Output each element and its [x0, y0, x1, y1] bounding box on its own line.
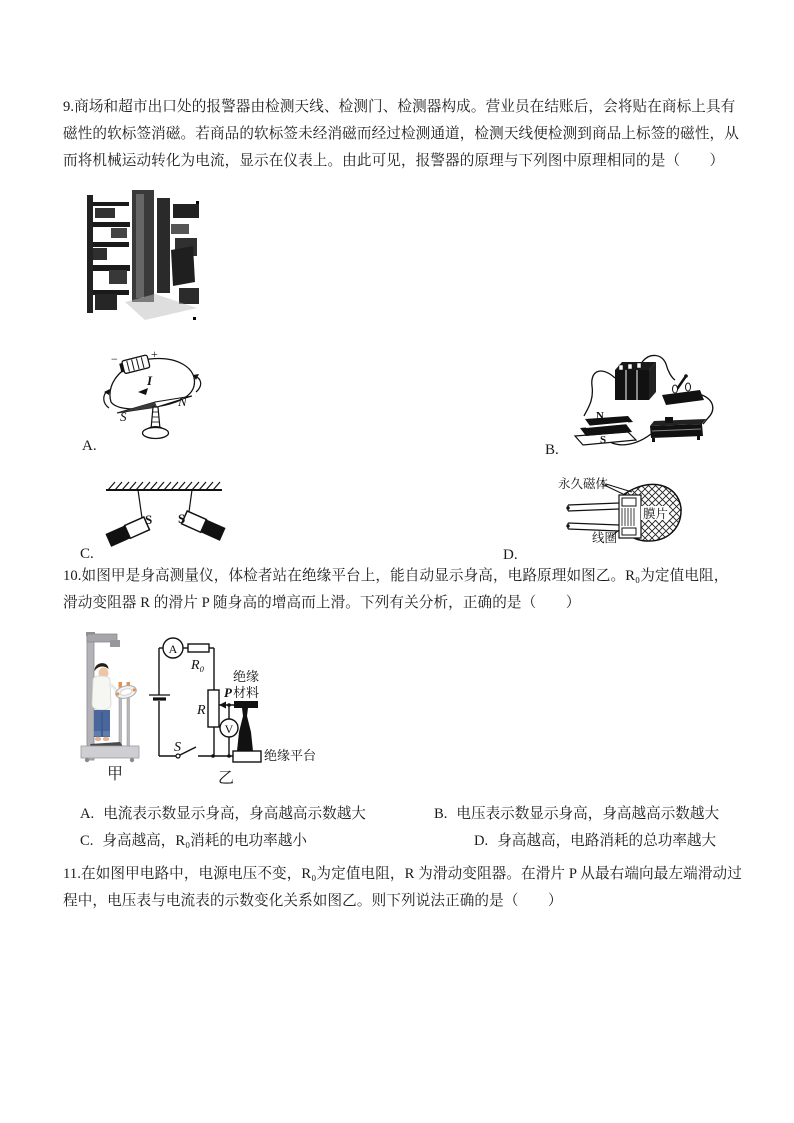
q10-option-c-label: C.	[80, 833, 94, 849]
q9-supermarket-photo	[85, 190, 200, 323]
diaphragm-label: 膜片	[643, 507, 669, 521]
q10-line-2: 滑动变阻器 R 的滑片 P 随身高的增高而上滑。下列有关分析，正确的是（ ）	[63, 595, 581, 611]
left-magnet-south-label: S	[145, 512, 153, 527]
switch-label: S	[174, 740, 181, 755]
q10-option-a-label: A.	[80, 806, 95, 822]
ammeter-label: A	[168, 642, 178, 656]
battery-minus-label: −	[111, 352, 118, 366]
q9-option-b-label: B.	[545, 442, 559, 458]
needle-south-label: S	[120, 409, 127, 424]
q10-option-d	[474, 831, 716, 851]
q9-option-a-label: A.	[82, 438, 97, 454]
q10-option-a-text: 电流表示数显示身高，身高越高示数越大	[103, 806, 366, 822]
battery-plus-label: +	[151, 348, 158, 361]
q10-caption-jia: 甲	[107, 766, 124, 783]
q9-line-2: 磁性的软标签消磁。若商品的软标签未经消磁而经过检测通道，检测天线便检测到商品上标签的磁性，从	[63, 126, 739, 142]
q10-option-b-text: 电压表示数显示身高，身高越高示数越大	[456, 806, 720, 822]
q9-option-c-label: C.	[80, 546, 94, 562]
q9-figure-b-conductor-in-field-experiment	[562, 348, 717, 453]
q10-option-b	[434, 804, 719, 824]
q10-option-d-label: D.	[474, 833, 489, 849]
current-label: I	[147, 373, 153, 388]
r0-label: R₀	[191, 658, 205, 673]
q10-line-1: 10.如图甲是身高测量仪，体检者站在绝缘平台上，能自动显示身高，电路原理如图乙。R₀为定值电阻，	[63, 568, 729, 584]
q10-figure-jia-height-meter-photo	[80, 632, 142, 764]
coil-label: 线圈	[592, 531, 618, 545]
needle-north-label: N	[178, 394, 187, 409]
question-9-text	[63, 94, 739, 175]
insulating-material-label-1: 绝缘	[233, 669, 260, 684]
insulating-platform-label: 绝缘平台	[264, 748, 317, 763]
insulating-material-label-2: 材料	[233, 685, 260, 700]
q11-line-1: 11.在如图甲电路中，电源电压不变，R₀为定值电阻，R 为滑动变阻器。在滑片 P 从最右端向最左端滑动过	[63, 866, 742, 882]
right-magnet-south-label: S	[178, 511, 186, 526]
question-11-text	[63, 861, 742, 915]
q9-figure-a-oersted-experiment	[95, 348, 215, 443]
magnet-south-label: S	[600, 434, 607, 446]
q11-line-2: 程中，电压表与电流表的示数变化关系如图乙。则下列说法正确的是（ ）	[63, 893, 563, 909]
slider-p-label: P	[224, 685, 232, 700]
q10-figure-yi-circuit-diagram	[145, 633, 345, 768]
q9-line-1: 9.商场和超市出口处的报警器由检测天线、检测门、检测器构成。营业员在结账后，会将贴在商标上具有	[63, 99, 736, 115]
magnet-north-label: N	[596, 410, 604, 422]
q10-option-a	[80, 804, 366, 824]
question-10-text	[63, 563, 728, 617]
q9-figure-d-microphone	[540, 468, 740, 558]
q9-option-d-label: D.	[503, 547, 518, 563]
permanent-magnet-label: 永久磁体	[558, 477, 609, 491]
voltmeter-label: V	[224, 722, 234, 736]
q10-caption-yi: 乙	[218, 770, 235, 787]
q10-option-c	[80, 831, 307, 851]
q10-option-b-label: B.	[434, 806, 448, 822]
q9-line-3: 而将机械运动转化为电流，显示在仪表上。由此可见，报警器的原理与下列图中原理相同的是（ ）	[63, 153, 725, 169]
rheostat-label: R	[197, 703, 206, 718]
q9-figure-c-hanging-magnets	[100, 475, 240, 553]
q10-option-d-text: 身高越高，电路消耗的总功率越大	[497, 833, 717, 849]
q10-option-c-text: 身高越高，R₀消耗的电功率越小	[102, 833, 307, 849]
